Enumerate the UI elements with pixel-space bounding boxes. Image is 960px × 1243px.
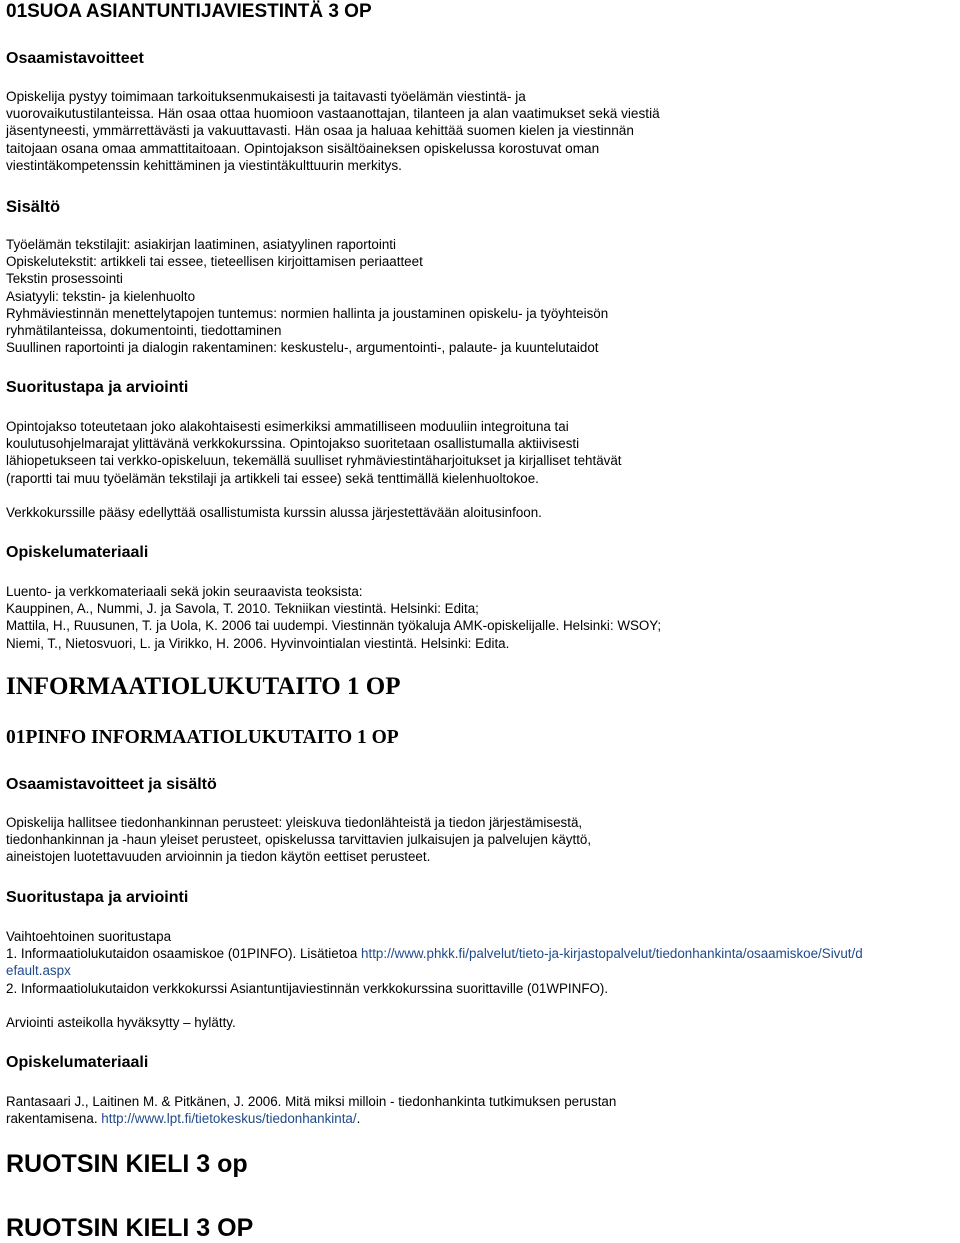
course-title-pinfo: 01PINFO INFORMAATIOLUKUTAITO 1 OP: [6, 727, 399, 748]
paragraph-suoritustapa: [6, 418, 622, 487]
text-span: rakentamisena.: [6, 1111, 102, 1127]
paragraph-sisalto: [6, 236, 608, 356]
text-span: 1. Informaatiolukutaidon osaamiskoe (01PINFO). Lisätietoa: [6, 946, 362, 962]
osaamiskoe-link[interactable]: http://www.phkk.fi/palvelut/tieto-ja-kirjastopalvelut/tiedonhankinta/osaamiskoe/Sivut/d: [361, 946, 863, 962]
text-line: Opintojakso toteutetaan joko alakohtaisesti esimerkiksi ammatilliseen moduuliin integroituna tai: [6, 419, 569, 434]
paragraph-opiskelumateriaali: [6, 583, 661, 652]
text-line: ryhmätilanteissa, dokumentointi, tiedottaminen: [6, 323, 282, 339]
text-line: [6, 1110, 616, 1127]
paragraph-arviointi: Arviointi asteikolla hyväksytty – hylätty.: [6, 1015, 236, 1030]
text-line: 2. Informaatiolukutaidon verkkokurssi Asiantuntijaviestinnän verkkokurssina suorittaville (01WPINFO).: [6, 980, 609, 996]
text-line: jäsentyneesti, ymmärrettävästi ja vakuuttavasti. Hän osaa ja haluaa kehittää suomen kielen ja viestinnän: [6, 123, 634, 139]
text-line: Asiatyyli: tekstin- ja kielenhuolto: [6, 288, 196, 304]
paragraph-info-tavoitteet: [6, 814, 591, 866]
heading-opiskelumateriaali: Opiskelumateriaali: [6, 544, 149, 561]
heading-osaamistavoitteet: Osaamistavoitteet: [6, 50, 144, 67]
text-line: vuorovaikutustilanteissa. Hän osaa ottaa huomioon vastaanottajan, tilanteen ja alan vaatimukset sekä viestiä: [6, 106, 660, 122]
osaamiskoe-link-continued[interactable]: efault.aspx: [6, 963, 71, 979]
text-line: lähiopetukseen tai verkko-opiskeluun, tekemällä suulliset ryhmäviestintäharjoitukset ja kirjalliset tehtävät: [6, 453, 622, 469]
heading-info-opiskelumateriaali: Opiskelumateriaali: [6, 1054, 149, 1071]
course-title-ruotsin-kieli: RUOTSIN KIELI 3 OP: [6, 1214, 254, 1242]
heading-suoritustapa: Suoritustapa ja arviointi: [6, 379, 189, 396]
text-line: Vaihtoehtoinen suoritustapa: [6, 929, 172, 944]
text-line: [6, 945, 863, 962]
paragraph-info-materiaali: [6, 1093, 616, 1127]
section-title-ruotsin-kieli: RUOTSIN KIELI 3 op: [6, 1150, 248, 1178]
text-line: tiedonhankinnan ja -haun yleiset perusteet, opiskelussa tarvittavien julkaisujen ja palvelujen käyttö,: [6, 832, 592, 848]
text-line: (raportti tai muu työelämän tekstilaji ja artikkeli tai essee) sekä tenttimällä kielenhuoltokoe.: [6, 470, 539, 486]
text-line: Opiskelija pystyy toimimaan tarkoituksenmukaisesti ja taitavasti työelämän viestintä- ja: [6, 89, 526, 104]
text-line: Suullinen raportointi ja dialogin rakentaminen: keskustelu-, argumentointi-, palaute- ja kuuntelutaidot: [6, 340, 599, 356]
text-line: Opiskelutekstit: artikkeli tai essee, tieteellisen kirjoittamisen periaatteet: [6, 254, 423, 270]
paragraph-verkkokurssi: Verkkokurssille pääsy edellyttää osallistumista kurssin alussa järjestettävään aloitusinfoon.: [6, 505, 542, 520]
heading-osaamistavoitteet-sisalto: Osaamistavoitteet ja sisältö: [6, 776, 217, 793]
course-title-suoa: 01SUOA ASIANTUNTIJAVIESTINTÄ 3 OP: [6, 1, 372, 22]
text-line: Luento- ja verkkomateriaali sekä jokin seuraavista teoksista:: [6, 584, 363, 599]
text-line: viestintäkompetenssin kehittäminen ja viestintäkulttuurin merkitys.: [6, 157, 402, 173]
text-line: aineistojen luotettavuuden arvioinnin ja tiedon käytön eettiset perusteet.: [6, 849, 431, 865]
text-line: Rantasaari J., Laitinen M. & Pitkänen, J. 2006. Mitä miksi milloin - tiedonhankinta tutkimuksen perustan: [6, 1094, 617, 1109]
section-title-informaatiolukutaito: INFORMAATIOLUKUTAITO 1 OP: [6, 673, 401, 700]
text-line: Ryhmäviestinnän menettelytapojen tuntemus: normien hallinta ja joustaminen opiskelu- ja työyhteisön: [6, 305, 609, 321]
text-line: Työelämän tekstilajit: asiakirjan laatiminen, asiatyylinen raportointi: [6, 237, 397, 252]
text-line: Kauppinen, A., Nummi, J. ja Savola, T. 2010. Tekniikan viestintä. Helsinki: Edita;: [6, 601, 479, 617]
heading-info-suoritustapa: Suoritustapa ja arviointi: [6, 889, 189, 906]
heading-sisalto: Sisältö: [6, 198, 61, 216]
text-line: koulutusohjelmarajat ylittävänä verkkokurssina. Opintojakso suoritetaan osallistumalla aktiivisesti: [6, 436, 580, 452]
text-span: .: [356, 1111, 361, 1127]
tiedonhankinta-link[interactable]: http://www.lpt.fi/tietokeskus/tiedonhankinta/: [101, 1111, 357, 1127]
text-line: Tekstin prosessointi: [6, 271, 123, 287]
text-line: taitojaan osana omaa ammattitaitoaan. Opintojakson sisältöaineksen opiskelussa korostuvat oman: [6, 140, 600, 156]
paragraph-info-suoritustapa: [6, 928, 863, 997]
paragraph-osaamistavoitteet: [6, 88, 660, 174]
text-line: Mattila, H., Ruusunen, T. ja Uola, K. 2006 tai uudempi. Viestinnän työkaluja AMK-opiskelijalle. Helsinki: WSOY;: [6, 618, 662, 634]
text-line: Opiskelija hallitsee tiedonhankinnan perusteet: yleiskuva tiedonlähteistä ja tiedon järjestämisestä,: [6, 815, 583, 830]
text-line: Niemi, T., Nietosvuori, L. ja Virikko, H. 2006. Hyvinvointialan viestintä. Helsinki: Edita.: [6, 635, 510, 651]
